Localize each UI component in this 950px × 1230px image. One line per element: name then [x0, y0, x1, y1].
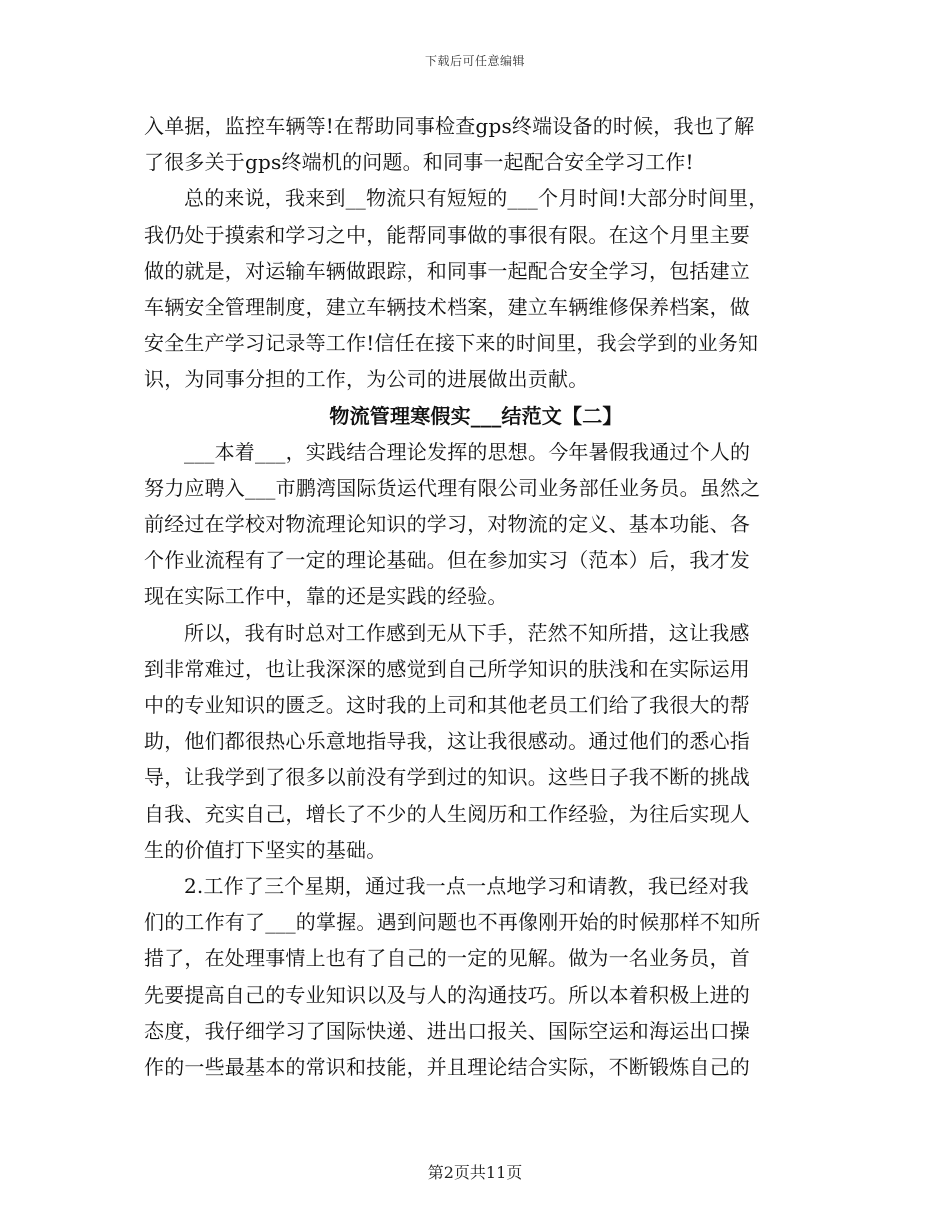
text-line: 生的价值打下坚实的基础。	[144, 837, 387, 862]
text-line: 措了，在处理事情上也有了自己的一定的见解。做为一名业务员，首	[144, 946, 750, 971]
text-line: 自我、充实自己，增长了不少的人生阅历和工作经验，为往后实现人	[144, 801, 750, 826]
text-line: 2.工作了三个星期，通过我一点一点地学习和请教，我已经对我	[184, 873, 749, 898]
text-line: 车辆安全管理制度，建立车辆技术档案，建立车辆维修保养档案，做	[144, 294, 750, 319]
text-line: 总的来说，我来到__物流只有短短的___个月时间!大部分时间里，	[184, 186, 769, 211]
section-title: 物流管理寒假实___结范文【二】	[329, 403, 623, 428]
text-line: 入单据，监控车辆等!在帮助同事检查gps终端设备的时候，我也了解	[144, 114, 755, 138]
text-line: 个作业流程有了一定的理论基础。但在参加实习（范本）后，我才发	[144, 548, 750, 573]
text-line: 所以，我有时总对工作感到无从下手，茫然不知所措，这让我感	[184, 620, 750, 645]
text-line: 导，让我学到了很多以前没有学到过的知识。这些日子我不断的挑战	[144, 765, 750, 790]
document-body	[144, 108, 808, 1085]
text-line: 了很多关于gps终端机的问题。和同事一起配合安全学习工作!	[144, 150, 694, 175]
text-line: 先要提高自己的专业知识以及与人的沟通技巧。所以本着积极上进的	[144, 982, 750, 1007]
text-line: 做的就是，对运输车辆做跟踪，和同事一起配合安全学习，包括建立	[144, 258, 750, 283]
page-footer: 第2页共11页	[427, 1163, 523, 1182]
text-line: 态度，我仔细学习了国际快递、进出口报关、国际空运和海运出口操	[144, 1018, 750, 1043]
text-line: 中的专业知识的匮乏。这时我的上司和其他老员工们给了我很大的帮	[144, 693, 750, 717]
page-header: 下载后可任意编辑	[424, 54, 525, 68]
text-line: 安全生产学习记录等工作!信任在接下来的时间里，我会学到的业务知	[144, 331, 759, 356]
text-line: 前经过在学校对物流理论知识的学习，对物流的定义、基本功能、各	[144, 512, 750, 537]
text-line: 助，他们都很热心乐意地指导我，这让我很感动。通过他们的悉心指	[144, 729, 750, 754]
text-line: 识，为同事分担的工作，为公司的进展做出贡献。	[144, 367, 589, 392]
text-line: 现在实际工作中，靠的还是实践的经验。	[144, 584, 508, 609]
text-line: 们的工作有了___的掌握。遇到问题也不再像刚开始的时候那样不知所	[144, 910, 761, 935]
text-line: 到非常难过，也让我深深的感觉到自己所学知识的肤浅和在实际运用	[144, 656, 750, 681]
text-line: 作的一些最基本的常识和技能，并且理论结合实际，不断锻炼自己的	[144, 1054, 750, 1079]
text-line: ___本着___，实践结合理论发挥的思想。今年暑假我通过个人的	[184, 439, 751, 464]
text-line: 我仍处于摸索和学习之中，能帮同事做的事很有限。在这个月里主要	[144, 222, 750, 247]
text-line: 努力应聘入___市鹏湾国际货运代理有限公司业务部任业务员。虽然之	[144, 475, 761, 500]
